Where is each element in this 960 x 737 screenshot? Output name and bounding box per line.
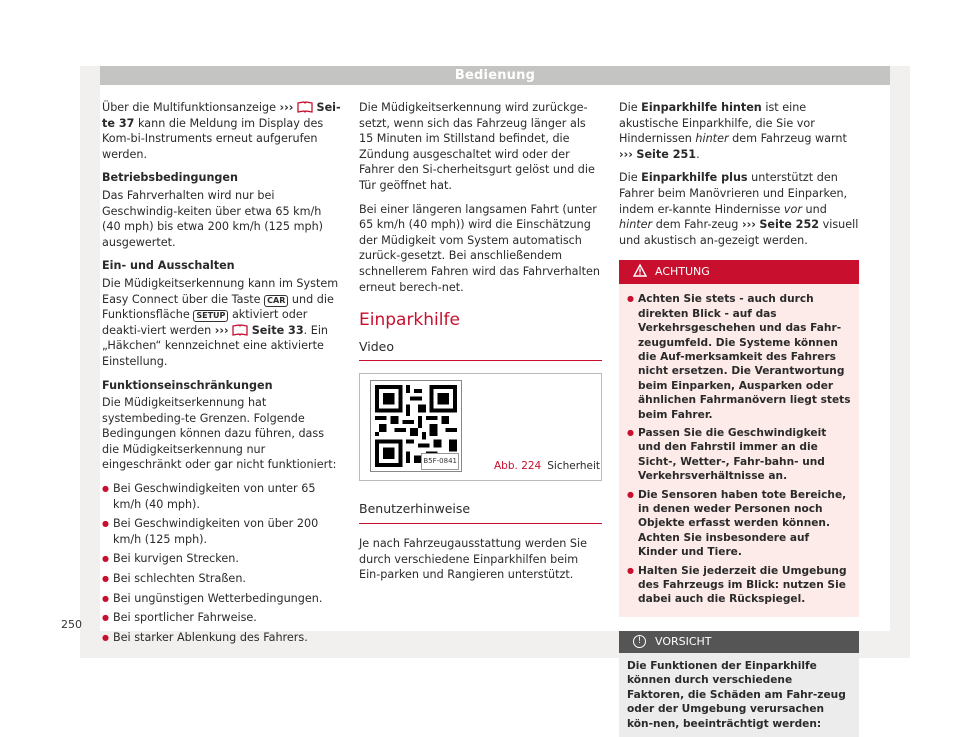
warning-list (619, 284, 859, 617)
warning-triangle-icon (633, 264, 647, 277)
list-item: ● Bei schlechten Straßen. (102, 571, 342, 587)
p2-italic-2: hinter (619, 218, 653, 232)
p1-text-b: ist eine akustische Einparkhilfe, die Sie vor Hindernissen (619, 101, 815, 146)
video-figure (359, 373, 602, 481)
warning-item: ● Achten Sie stets - auch durch direkten Blick - auf das Verkehrsgeschehen und das Fahr-zeugumfeld. Die Systeme können die Auf-merksamkeit des Fahrers nicht ersetzen. Die Verantwortung beim Einparken, Ausparken oder ähnlichen Fahrmanövern liegt stets beim Fahrer. (627, 292, 851, 422)
einparkhilfe-plus-paragraph (619, 170, 859, 248)
warning-item: ● Passen Sie die Geschwindigkeit und den Fahrstil immer an die Sicht-, Wetter-, Fahr-bahn- und Verkehrsverhältnisse an. (627, 426, 851, 484)
list-item: ● Bei Geschwindigkeiten von über 200 km/h (125 mph). (102, 516, 342, 547)
p2-italic-1: vor (783, 202, 802, 216)
caution-box (619, 631, 859, 737)
list-item: ● Bei Geschwindigkeiten von unter 65 km/h (40 mph). (102, 481, 342, 512)
page-reference-link[interactable]: Seite 252 (759, 218, 820, 232)
qr-code[interactable] (370, 380, 462, 472)
page-reference-link[interactable]: Seite 33 (251, 323, 304, 337)
p2-bold: Einparkhilfe plus (641, 171, 748, 185)
limitations-list (102, 481, 342, 645)
text-ein-ausschalten (102, 276, 342, 370)
intro-text-end: kann die Meldung im Display des Kom-bi-Instruments erneut aufgerufen werden. (102, 116, 324, 161)
section-title: Einparkhilfe (359, 310, 460, 331)
text-funktionseinschraenkungen: Die Müdigkeitserkennung hat systembeding-te Grenzen. Folgende Bedingungen können dazu führen, dass die Müdigkeitserkennung nur eingeschränkt oder gar nicht funktioniert: (102, 396, 337, 472)
book-icon (297, 101, 313, 113)
heading-betriebsbedingungen: Betriebsbedingungen (102, 171, 238, 185)
caution-title: VORSICHT (655, 634, 712, 648)
info-circle-icon: ! (633, 635, 646, 648)
text-ein-a: Die Müdigkeitserkennung kann im System Easy Connect über die Taste (102, 276, 339, 306)
list-item: ● Bei starker Ablenkung des Fahrers. (102, 630, 342, 646)
page-header: Bedienung (100, 66, 890, 85)
p2-text-a: Die (619, 171, 638, 185)
column-3 (619, 100, 859, 737)
slow-drive-paragraph: Bei einer längeren langsamen Fahrt (unter 65 km/h (40 mph)) wird die Einschätzung der Müdigkeit vom System automatisch zurück-gesetzt. Bei anschließendem schnellerem Fahren wird das Fahrverhalten erneut berech-net. (359, 202, 601, 294)
p2-text-d: dem Fahr-zeug (655, 218, 739, 232)
benutzerhinweise-text: Je nach Fahrzeugausstattung werden Sie durch verschiedene Einparkhilfen beim Ein-parken und Rangieren unterstützt. (359, 536, 587, 582)
warning-item: ● Halten Sie jederzeit die Umgebung des Fahrzeugs im Blick: nutzen Sie dabei auch die Rückspiegel. (627, 564, 851, 607)
intro-paragraph (102, 100, 342, 162)
figure-caption (494, 459, 600, 475)
column-2 (359, 100, 602, 591)
p2-text-b: unterstützt den Fahrer beim Manövrieren und Einparken, indem er-kannte Hindernisse (619, 171, 848, 216)
page-reference-link[interactable]: Sei-te 37 (102, 101, 341, 130)
warning-header (619, 260, 859, 284)
column-1 (102, 100, 342, 649)
page-reference-link[interactable]: Seite 251 (636, 147, 697, 161)
p1-italic: hinter (695, 132, 729, 146)
figure-number: Abb. 224 (494, 460, 542, 473)
page-number: 250 (61, 618, 82, 631)
book-icon (232, 324, 248, 336)
ref-arrow: ››› (741, 218, 756, 232)
warning-item: ● Die Sensoren haben tote Bereiche, in denen weder Personen noch Objekte erfasst werden können. Achten Sie insbesondere auf Kinder und Tiere. (627, 488, 851, 560)
p2-text-e: visuell und akustisch an-gezeigt werden. (619, 218, 859, 247)
p2-text-c: und (805, 202, 827, 216)
einparkhilfe-hinten-paragraph (619, 100, 859, 162)
heading-ein-ausschalten: Ein- und Ausschalten (102, 259, 235, 273)
ref-arrow: ››› (214, 323, 229, 337)
warning-title: ACHTUNG (655, 265, 710, 279)
p1-bold: Einparkhilfe hinten (641, 101, 762, 114)
text-ein-c: aktiviert oder deakti-viert werden (102, 308, 308, 337)
reset-paragraph: Die Müdigkeitserkennung wird zurückge-setzt, wenn sich das Fahrzeug länger als 15 Minuten im Stillstand befindet, die Zündung ausgeschaltet wird oder der Fahrer den Si-cherheitsgurt gelöst und die Tür geöffnet hat. (359, 101, 595, 192)
benutzerhinweise-subtitle: Benutzerhinweise (359, 501, 602, 524)
p1-end: . (696, 147, 700, 161)
ref-arrow: ››› (279, 101, 294, 114)
text-betriebsbedingungen: Das Fahrverhalten wird nur bei Geschwindig-keiten über etwa 65 km/h (40 mph) bis etwa 200 km/h (125 mph) ausgewertet. (102, 188, 324, 249)
text-ein-d: . Ein „Häkchen“ kennzeichnet eine aktivierte Einstellung. (102, 323, 329, 368)
intro-text: Über die Multifunktionsanzeige (102, 101, 276, 114)
car-key-icon: CAR (264, 295, 288, 307)
p1-text-a: Die (619, 101, 638, 114)
text-ein-b: und die Funktionsfläche (102, 292, 334, 322)
warning-box (619, 260, 859, 617)
p1-text-c: dem Fahrzeug warnt (732, 132, 847, 146)
caution-text: Die Funktionen der Einparkhilfe können durch verschiedene Faktoren, die Schäden am Fahr-zeug oder der Umgebung verursachen kön-nen, beeinträchtigt werden: (627, 659, 846, 730)
figure-caption-text: Sicherheit (547, 460, 600, 473)
figure-code: B5F-0841 (421, 453, 459, 471)
list-item: ● Bei kurvigen Strecken. (102, 551, 342, 567)
heading-funktionseinschraenkungen: Funktionseinschränkungen (102, 378, 273, 392)
ref-arrow: ››› (619, 147, 633, 161)
setup-key-icon: SETUP (193, 310, 228, 322)
list-item: ● Bei sportlicher Fahrweise. (102, 610, 342, 626)
list-item: ● Bei ungünstigen Wetterbedingungen. (102, 591, 342, 607)
video-subtitle: Video (359, 339, 602, 362)
caution-header (619, 631, 859, 653)
